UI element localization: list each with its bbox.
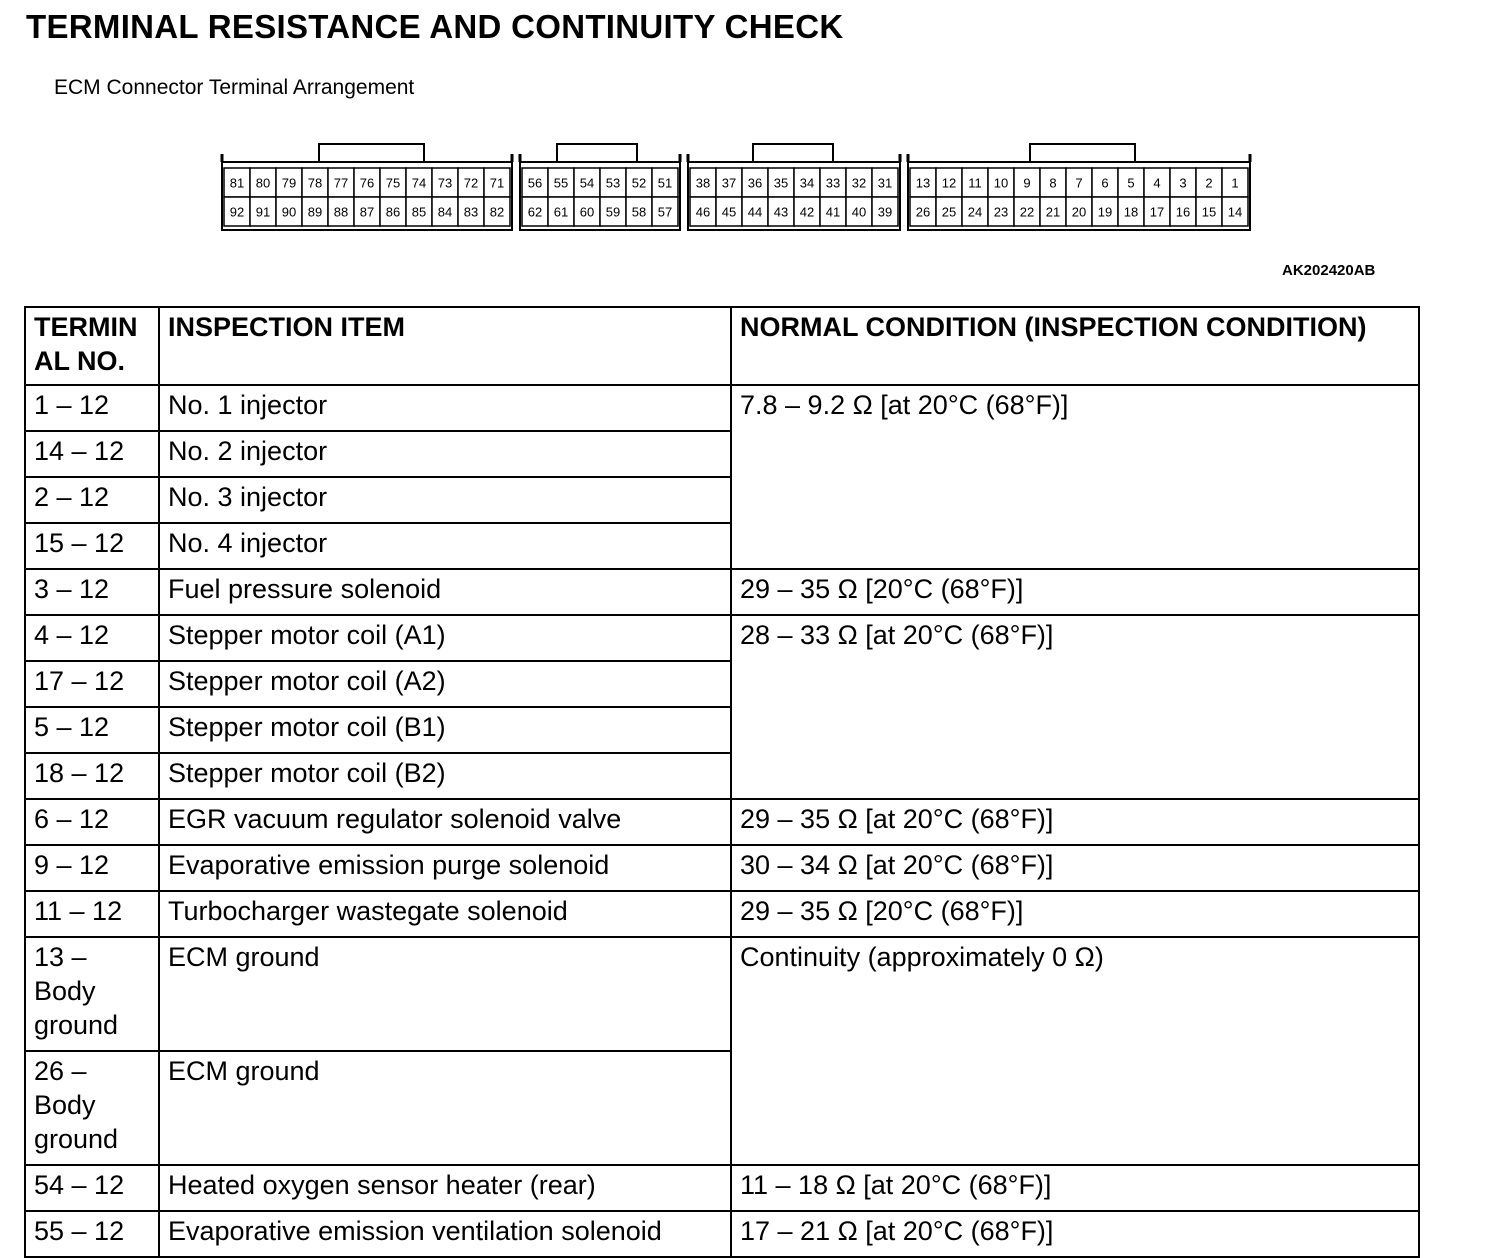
header-normal-condition: NORMAL CONDITION (INSPECTION CONDITION) [731, 307, 1419, 385]
terminal-number: 3 [1179, 175, 1187, 191]
header-inspection-item: INSPECTION ITEM [159, 307, 731, 385]
item-cell: Stepper motor coil (A1) [159, 615, 731, 661]
terminal-number: 55 [553, 175, 569, 191]
item-cell: No. 4 injector [159, 523, 731, 569]
terminal-number: 56 [527, 175, 543, 191]
connector-lock-tab [1030, 144, 1135, 162]
terminal-number: 58 [631, 204, 647, 220]
terminal-number: 25 [941, 204, 957, 220]
connector-lock-tab [557, 144, 637, 162]
terminal-number: 34 [799, 175, 815, 191]
item-cell: Fuel pressure solenoid [159, 569, 731, 615]
terminal-number: 23 [993, 204, 1009, 220]
item-cell: No. 3 injector [159, 477, 731, 523]
terminal-cell: 15 – 12 [25, 523, 159, 569]
condition-cell: 29 – 35 Ω [20°C (68°F)] [731, 569, 1419, 615]
terminal-number: 15 [1201, 204, 1217, 220]
condition-cell: 17 – 21 Ω [at 20°C (68°F)] [731, 1211, 1419, 1257]
terminal-cell: 14 – 12 [25, 431, 159, 477]
terminal-number: 79 [281, 175, 297, 191]
terminal-number: 86 [385, 204, 401, 220]
terminal-number: 33 [825, 175, 841, 191]
item-cell: Turbocharger wastegate solenoid [159, 891, 731, 937]
terminal-number: 90 [281, 204, 297, 220]
terminal-number: 57 [657, 204, 673, 220]
condition-cell: 29 – 35 Ω [at 20°C (68°F)] [731, 799, 1419, 845]
terminal-number: 24 [967, 204, 983, 220]
ecm-connector-diagram [220, 140, 1243, 232]
terminal-number: 54 [579, 175, 595, 191]
table-row [25, 891, 1419, 937]
condition-cell: 7.8 – 9.2 Ω [at 20°C (68°F)] [731, 385, 1419, 569]
terminal-number: 31 [877, 175, 893, 191]
condition-cell: 29 – 35 Ω [20°C (68°F)] [731, 891, 1419, 937]
page-title: TERMINAL RESISTANCE AND CONTINUITY CHECK [26, 8, 844, 45]
terminal-number: 32 [851, 175, 867, 191]
terminal-number: 16 [1175, 204, 1191, 220]
terminal-cell: 6 – 12 [25, 799, 159, 845]
table-row [25, 615, 1419, 661]
terminal-number: 73 [437, 175, 453, 191]
item-cell: ECM ground [159, 937, 731, 1051]
terminal-number: 45 [721, 204, 737, 220]
terminal-number: 81 [229, 175, 245, 191]
terminal-cell: 5 – 12 [25, 707, 159, 753]
item-cell: ECM ground [159, 1051, 731, 1165]
terminal-number: 40 [851, 204, 867, 220]
condition-cell: 28 – 33 Ω [at 20°C (68°F)] [731, 615, 1419, 799]
item-cell: Evaporative emission purge solenoid [159, 845, 731, 891]
terminal-number: 87 [359, 204, 375, 220]
terminal-cell: 18 – 12 [25, 753, 159, 799]
terminal-number: 46 [695, 204, 711, 220]
terminal-number: 39 [877, 204, 893, 220]
terminal-number: 8 [1049, 175, 1057, 191]
item-cell: EGR vacuum regulator solenoid valve [159, 799, 731, 845]
item-cell: No. 2 injector [159, 431, 731, 477]
terminal-number: 13 [915, 175, 931, 191]
terminal-number: 20 [1071, 204, 1087, 220]
terminal-number: 77 [333, 175, 349, 191]
terminal-number: 89 [307, 204, 323, 220]
table-row [25, 799, 1419, 845]
terminal-number: 82 [489, 204, 505, 220]
terminal-number: 26 [915, 204, 931, 220]
terminal-number: 7 [1075, 175, 1083, 191]
terminal-number: 44 [747, 204, 763, 220]
terminal-number: 37 [721, 175, 737, 191]
terminal-number: 74 [411, 175, 427, 191]
terminal-number: 92 [229, 204, 245, 220]
terminal-number: 35 [773, 175, 789, 191]
terminal-number: 61 [553, 204, 569, 220]
header-terminal: TERMIN AL NO. [25, 307, 159, 385]
terminal-cell: 13 – Body ground [25, 937, 159, 1051]
terminal-number: 18 [1123, 204, 1139, 220]
terminal-cell: 26 – Body ground [25, 1051, 159, 1165]
table-row [25, 1165, 1419, 1211]
terminal-number: 19 [1097, 204, 1113, 220]
terminal-number: 1 [1231, 175, 1239, 191]
terminal-cell: 4 – 12 [25, 615, 159, 661]
terminal-number: 52 [631, 175, 647, 191]
terminal-cell: 17 – 12 [25, 661, 159, 707]
terminal-number: 53 [605, 175, 621, 191]
terminal-number: 59 [605, 204, 621, 220]
terminal-number: 78 [307, 175, 323, 191]
inspection-table [24, 306, 1420, 1258]
terminal-number: 38 [695, 175, 711, 191]
terminal-number: 14 [1227, 204, 1243, 220]
terminal-number: 6 [1101, 175, 1109, 191]
terminal-number: 83 [463, 204, 479, 220]
table-row [25, 1211, 1419, 1257]
terminal-number: 60 [579, 204, 595, 220]
table-row [25, 845, 1419, 891]
terminal-number: 43 [773, 204, 789, 220]
diagram-caption: ECM Connector Terminal Arrangement [54, 76, 415, 99]
terminal-number: 91 [255, 204, 271, 220]
terminal-cell: 2 – 12 [25, 477, 159, 523]
terminal-number: 4 [1153, 175, 1161, 191]
terminal-cell: 9 – 12 [25, 845, 159, 891]
terminal-number: 75 [385, 175, 401, 191]
table-row [25, 569, 1419, 615]
terminal-number: 41 [825, 204, 841, 220]
item-cell: Stepper motor coil (B2) [159, 753, 731, 799]
condition-cell: Continuity (approximately 0 Ω) [731, 937, 1419, 1165]
terminal-cell: 1 – 12 [25, 385, 159, 431]
terminal-number: 71 [489, 175, 505, 191]
condition-cell: 30 – 34 Ω [at 20°C (68°F)] [731, 845, 1419, 891]
terminal-cell: 54 – 12 [25, 1165, 159, 1211]
connector-lock-tab [319, 144, 424, 162]
terminal-cell: 3 – 12 [25, 569, 159, 615]
terminal-cell: 55 – 12 [25, 1211, 159, 1257]
condition-cell: 11 – 18 Ω [at 20°C (68°F)] [731, 1165, 1419, 1211]
table-row [25, 937, 1419, 1051]
terminal-number: 62 [527, 204, 543, 220]
terminal-number: 80 [255, 175, 271, 191]
terminal-number: 12 [941, 175, 957, 191]
terminal-number: 5 [1127, 175, 1135, 191]
terminal-number: 21 [1045, 204, 1061, 220]
terminal-number: 88 [333, 204, 349, 220]
terminal-number: 36 [747, 175, 763, 191]
terminal-number: 42 [799, 204, 815, 220]
item-cell: No. 1 injector [159, 385, 731, 431]
terminal-number: 85 [411, 204, 427, 220]
terminal-cell: 11 – 12 [25, 891, 159, 937]
item-cell: Stepper motor coil (A2) [159, 661, 731, 707]
table-row [25, 385, 1419, 431]
item-cell: Evaporative emission ventilation solenoid [159, 1211, 731, 1257]
terminal-number: 76 [359, 175, 375, 191]
item-cell: Heated oxygen sensor heater (rear) [159, 1165, 731, 1211]
terminal-number: 2 [1205, 175, 1213, 191]
connector-lock-tab [753, 144, 833, 162]
terminal-number: 17 [1149, 204, 1165, 220]
item-cell: Stepper motor coil (B1) [159, 707, 731, 753]
terminal-number: 72 [463, 175, 479, 191]
terminal-number: 9 [1023, 175, 1031, 191]
terminal-number: 10 [993, 175, 1009, 191]
figure-id: AK202420AB [1282, 262, 1376, 279]
terminal-number: 22 [1019, 204, 1035, 220]
terminal-number: 11 [968, 175, 982, 191]
terminal-number: 84 [437, 204, 453, 220]
terminal-number: 51 [657, 175, 673, 191]
